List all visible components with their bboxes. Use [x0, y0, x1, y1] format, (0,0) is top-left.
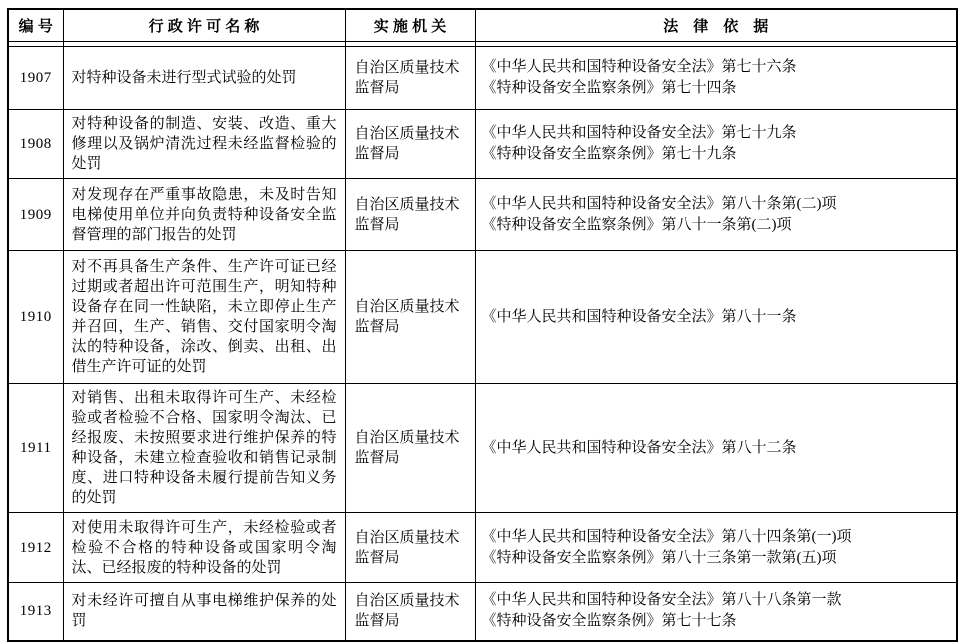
legal-basis-cell: [475, 110, 957, 179]
row-id-cell: 1909: [8, 179, 63, 251]
permit-name-cell: 对特种设备未进行型式试验的处罚: [63, 47, 345, 110]
permit-name-cell: 对发现存在严重事故隐患，未及时告知电梯使用单位并向负责特种设备安全监督管理的部门报告的处罚: [63, 179, 345, 251]
legal-basis-cell: [475, 583, 957, 641]
legal-basis-line: 《特种设备安全监察条例》第七十四条: [481, 80, 737, 96]
row-id-cell: 1912: [8, 513, 63, 583]
legal-basis-cell: [475, 251, 957, 384]
table-row: [8, 384, 957, 513]
col-header-id: 编 号: [8, 9, 63, 42]
row-id-cell: 1913: [8, 583, 63, 641]
legal-basis-line: 《中华人民共和国特种设备安全法》第八十二条: [481, 439, 797, 456]
legal-basis-line: 《中华人民共和国特种设备安全法》第八十八条第一款: [481, 592, 842, 609]
permit-name-cell: 对销售、出租未取得许可生产、未经检验或者检验不合格、国家明令淘汰、已经报废、未按照要求进行维护保养的特种设备，未建立检查验收和销售记录制度、进口特种设备未履行提前告知义务的处罚: [63, 384, 345, 513]
agency-cell: 自治区质量技术监督局: [345, 179, 475, 251]
agency-cell: 自治区质量技术监督局: [345, 110, 475, 179]
col-header-permit-name: 行 政 许 可 名 称: [63, 9, 345, 42]
row-id-cell: 1908: [8, 110, 63, 179]
row-id-cell: 1910: [8, 251, 63, 384]
document-page: [7, 8, 958, 642]
legal-basis-line: 《中华人民共和国特种设备安全法》第八十一条: [481, 308, 797, 325]
legal-basis-cell: [475, 513, 957, 583]
legal-basis-cell: [475, 179, 957, 251]
col-header-legal-basis: 法 律 依 据: [475, 9, 957, 42]
legal-basis-cell: [475, 384, 957, 513]
legal-basis-line: 《特种设备安全监察条例》第七十九条: [481, 146, 737, 162]
legal-basis-line: 《特种设备安全监察条例》第七十七条: [481, 613, 737, 630]
administrative-permits-table: [7, 8, 958, 642]
agency-cell: 自治区质量技术监督局: [345, 47, 475, 110]
legal-basis-line: 《特种设备安全监察条例》第八十三条第一款第(五)项: [481, 549, 837, 566]
legal-basis-cell: [475, 47, 957, 110]
table-row: [8, 583, 957, 641]
agency-cell: 自治区质量技术监督局: [345, 513, 475, 583]
table-row: [8, 47, 957, 110]
table-row: [8, 251, 957, 384]
permit-name-cell: 对未经许可擅自从事电梯维护保养的处罚: [63, 583, 345, 641]
legal-basis-line: 《中华人民共和国特种设备安全法》第七十六条: [481, 59, 797, 75]
table-row: [8, 179, 957, 251]
agency-cell: 自治区质量技术监督局: [345, 251, 475, 384]
agency-cell: 自治区质量技术监督局: [345, 583, 475, 641]
permit-name-cell: 对使用未取得许可生产，未经检验或者检验不合格的特种设备或国家明令淘汰、已经报废的特种设备的处罚: [63, 513, 345, 583]
table-row: [8, 110, 957, 179]
permit-name-cell: 对不再具备生产条件、生产许可证已经过期或者超出许可范围生产，明知特种设备存在同一性缺陷，未立即停止生产并召回，生产、销售、交付国家明令淘汰的特种设备，涂改、倒卖、出租、出借生产许可证的处罚: [63, 251, 345, 384]
legal-basis-line: 《中华人民共和国特种设备安全法》第八十四条第(一)项: [481, 528, 852, 545]
legal-basis-line: 《中华人民共和国特种设备安全法》第八十条第(二)项: [481, 195, 837, 212]
legal-basis-line: 《中华人民共和国特种设备安全法》第七十九条: [481, 125, 797, 141]
row-id-cell: 1907: [8, 47, 63, 110]
legal-basis-line: 《特种设备安全监察条例》第八十一条第(二)项: [481, 216, 792, 233]
header-row: [8, 9, 957, 42]
row-id-cell: 1911: [8, 384, 63, 513]
agency-cell: 自治区质量技术监督局: [345, 384, 475, 513]
table-row: [8, 513, 957, 583]
permit-name-cell: 对特种设备的制造、安装、改造、重大修理以及锅炉清洗过程未经监督检验的处罚: [63, 110, 345, 179]
col-header-agency: 实 施 机 关: [345, 9, 475, 42]
